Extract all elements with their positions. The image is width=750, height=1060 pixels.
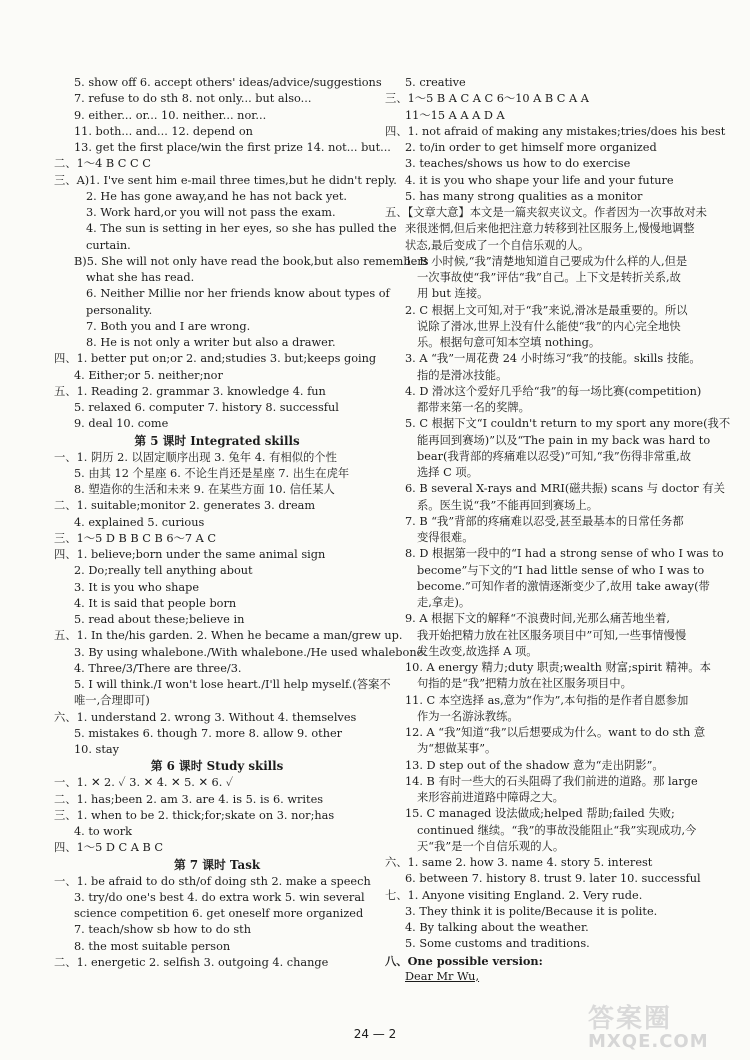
- answer-line: 4. By talking about the weather.: [405, 921, 589, 934]
- answer-column-left: [54, 75, 429, 971]
- answer-line: 说除了滑冰,世界上没有什么能使“我”的内心完全地快: [417, 319, 681, 333]
- answer-line: 二、1～4 B C C C: [54, 157, 151, 171]
- answer-line: 9. deal 10. come: [74, 417, 169, 431]
- answer-line: 5. creative: [405, 76, 466, 89]
- page-number: 24 — 2: [353, 1027, 397, 1041]
- answer-line: 5. relaxed 6. computer 7. history 8. successful: [74, 401, 339, 414]
- answer-line: 用 but 连接。: [417, 287, 489, 301]
- answer-line: 三、1～5 D B B C B 6～7 A C: [54, 531, 217, 545]
- answer-line: 3. try/do one's best 4. do extra work 5. win several: [74, 890, 365, 904]
- answer-line: 13. D step out of the shadow 意为“走出阴影”。: [405, 758, 664, 772]
- answer-line: 2. C 根据上文可知,对于“我”来说,滑冰是最重要的。所以: [405, 303, 688, 317]
- answer-line: 二、1. has;been 2. am 3. are 4. is 5. is 6. writes: [54, 792, 324, 806]
- answer-line: 都带来第一名的奖牌。: [417, 401, 530, 414]
- answer-line: 来形容前进道路中障碍之大。: [417, 791, 564, 804]
- answer-line: 4. Either;or 5. neither;nor: [74, 368, 223, 382]
- answer-line: 10. A energy 精力;duty 职责;wealth 财富;spirit 精神。本: [405, 661, 711, 674]
- answer-line: 三、A)1. I've sent him e-mail three times,but he didn't reply.: [54, 173, 397, 187]
- answer-line: 11～15 A A A D A: [405, 108, 505, 122]
- answer-line: 为“想做某事”。: [417, 742, 497, 756]
- answer-line: 变得很难。: [417, 531, 474, 544]
- answer-line: 6. between 7. history 8. trust 9. later 10. successful: [405, 872, 701, 886]
- answer-line: 4. explained 5. curious: [74, 515, 205, 529]
- answer-line: 四、1. better put on;or 2. and;studies 3. but;keeps going: [54, 352, 377, 366]
- answer-line: 13. get the first place/win the first prize 14. not... but...: [74, 141, 391, 154]
- answer-line: 4. D 滑冰这个爱好几乎给“我”的每一场比赛(competition): [405, 384, 702, 398]
- answer-line: 六、1. understand 2. wrong 3. Without 4. themselves: [54, 710, 357, 724]
- answer-line: 10. stay: [74, 743, 120, 756]
- answer-line: 5. show off 6. accept others' ideas/advice/suggestions: [74, 76, 382, 89]
- answer-line: 状态,最后变成了一个自信乐观的人。: [405, 238, 590, 252]
- answer-line: 四、1. believe;born under the same animal sign: [54, 548, 326, 561]
- answer-line: 2. to/in order to get himself more organized: [405, 141, 657, 154]
- answer-line: 7. refuse to do sth 8. not only... but also...: [74, 92, 312, 106]
- answer-line: become”与下文的“I had little sense of who I was to: [417, 563, 705, 577]
- answer-line: 三、1. when to be 2. thick;for;skate on 3. nor;has: [54, 808, 335, 822]
- answer-line: 1. B 小时候,“我”清楚地知道自己要成为什么样的人,但是: [405, 254, 688, 268]
- watermark-logo-text: 答案圈: [588, 1004, 673, 1034]
- answer-line: 乐。根据句意可知本空填 nothing。: [417, 336, 601, 349]
- answer-line: 4. The sun is setting in her eyes, so she has pulled the: [86, 222, 397, 236]
- answer-line: 3. It is you who shape: [74, 580, 200, 594]
- answer-line: 5. Some customs and traditions.: [405, 937, 590, 951]
- answer-line: 六、1. same 2. how 3. name 4. story 5. interest: [385, 856, 653, 869]
- answer-line: 7. Both you and I are wrong.: [86, 319, 251, 333]
- section-heading: 第 7 课时 Task: [173, 857, 261, 872]
- section-heading: 第 6 课时 Study skills: [150, 759, 284, 774]
- answer-line: 5. C 根据下文“I couldn't return to my sport any more(我不: [405, 417, 731, 431]
- answer-line: 3. By using whalebone./With whalebone./He used whalebone.: [74, 645, 427, 659]
- answer-line: 8. D 根据第一段中的“I had a strong sense of who I was to: [405, 547, 724, 561]
- answer-line: 五、1. Reading 2. grammar 3. knowledge 4. fun: [54, 384, 326, 398]
- answer-line: 12. A “我”知道“我”以后想要成为什么。want to do sth 意: [405, 726, 706, 739]
- answer-line: 选择 C 项。: [417, 466, 479, 479]
- answer-line: 14. B 有时一些大的石头阻碍了我们前进的道路。那 large: [405, 774, 698, 788]
- answer-line: 四、1～5 D C A B C: [54, 841, 164, 855]
- answer-line: 句指的是“我”把精力放在社区服务项目中。: [417, 677, 632, 691]
- answer-line: 7. B “我”背部的疼痛难以忍受,甚至最基本的日常任务都: [405, 514, 684, 528]
- answer-column-right: [385, 75, 731, 985]
- answer-line: 四、1. not afraid of making any mistakes;tries/does his best: [385, 124, 726, 138]
- answer-line: science competition 6. get oneself more organized: [74, 907, 364, 920]
- answer-line: 一、1. 阴历 2. 以固定顺序出现 3. 兔年 4. 有相似的个性: [54, 450, 337, 464]
- answer-line: 5. read about these;believe in: [74, 613, 245, 626]
- answer-line: 2. Do;really tell anything about: [74, 564, 253, 578]
- answer-line: 天“我”是一个自信乐观的人。: [417, 839, 565, 853]
- answer-line: 一次事故使“我”评估“我”自己。上下文是转折关系,故: [417, 271, 681, 284]
- answer-line: 2. He has gone away,and he has not back yet.: [86, 189, 348, 203]
- answer-line: what she has read.: [86, 271, 195, 284]
- answer-line: 七、1. Anyone visiting England. 2. Very rude.: [385, 888, 643, 902]
- answer-line: 三、1～5 B A C A C 6～10 A B C A A: [385, 92, 589, 106]
- answer-line: 11. C 本空选择 as,意为“作为”,本句指的是作者自愿参加: [405, 693, 689, 707]
- answer-line: 一、1. be afraid to do sth/of doing sth 2. make a speech: [54, 874, 371, 888]
- answer-line: 作为一名游泳教练。: [417, 709, 519, 723]
- answer-line: 指的是滑冰技能。: [417, 368, 508, 382]
- answer-line: 4. to work: [74, 825, 133, 838]
- answer-line: 一、1. ✕ 2. ✓ 3. ✕ 4. ✕ 5. ✕ 6. ✓: [54, 776, 234, 790]
- answer-line: 发生改变,故选择 A 项。: [417, 644, 538, 658]
- answer-line: 3. Work hard,or you will not pass the exam.: [86, 206, 336, 219]
- answer-line: 9. A 根据下文的解释“不浪费时间,光那么痛苦地坐着,: [405, 612, 671, 626]
- answer-line: 6. Neither Millie nor her friends know about types of: [86, 287, 390, 301]
- answer-line: continued 继续。“我”的事故没能阻止“我”实现成功,今: [417, 823, 697, 837]
- answer-line: 6. B several X-rays and MRI(磁共振) scans 与 doctor 有关: [405, 482, 725, 496]
- answer-line: bear(我背部的疼痛难以忍受)”可知,“我”伤得非常重,故: [417, 449, 692, 463]
- answer-line: curtain.: [86, 238, 131, 252]
- answer-line: 3. A “我”一周花费 24 小时练习“我”的技能。skills 技能。: [405, 352, 701, 366]
- watermark-site-text: MXQE.COM: [588, 1031, 709, 1052]
- answer-line: 8. He is not only a writer but also a drawer.: [86, 336, 336, 349]
- answer-line: 走,拿走)。: [417, 596, 471, 609]
- answer-line: 3. They think it is polite/Because it is polite.: [405, 904, 658, 918]
- answer-line: 9. either... or... 10. neither... nor...: [74, 108, 267, 122]
- answer-line: 5. mistakes 6. though 7. more 8. allow 9. other: [74, 726, 343, 740]
- answer-line: 3. teaches/shows us how to do exercise: [405, 157, 631, 171]
- answer-line: 11. both... and... 12. depend on: [74, 124, 253, 138]
- answer-line: 八、One possible version:: [385, 953, 543, 968]
- answer-line: 二、1. energetic 2. selfish 3. outgoing 4. change: [54, 955, 329, 969]
- answer-line: become.”可知作者的激情逐渐变少了,故用 take away(带: [417, 579, 710, 593]
- watermark-logo: [588, 1006, 738, 1052]
- answer-line: 15. C managed 设法做成;helped 帮助;failed 失败;: [405, 807, 675, 821]
- answer-line: 5. I will think./I won't lose heart./I'll help myself.(答案不: [74, 678, 391, 691]
- answer-line: 唯一,合理即可): [74, 694, 150, 708]
- answer-line: 来很迷惘,但后来他把注意力转移到社区服务上,慢慢地调整: [405, 222, 695, 236]
- answer-line: 7. teach/show sb how to do sth: [74, 923, 251, 937]
- answer-line: Dear Mr Wu,: [405, 969, 480, 983]
- answer-line: 8. the most suitable person: [74, 939, 231, 953]
- answer-line: 4. it is you who shape your life and your future: [405, 173, 674, 187]
- answer-line: personality.: [86, 303, 153, 317]
- answer-line: 4. Three/3/There are three/3.: [74, 661, 242, 675]
- answer-line: 五、1. In the/his garden. 2. When he became a man/grew up.: [54, 629, 403, 643]
- answer-line: 二、1. suitable;monitor 2. generates 3. dream: [54, 499, 316, 513]
- answer-line: 五、【文章大意】本文是一篇夹叙夹议文。作者因为一次事故对未: [385, 206, 707, 219]
- answer-line: 能再回到赛场)”以及“The pain in my back was hard to: [417, 433, 711, 447]
- answer-line: 我开始把精力放在社区服务项目中”可知,一些事情慢慢: [417, 628, 687, 642]
- answer-line: 5. 由其 12 个星座 6. 不论生肖还是星座 7. 出生在虎年: [74, 466, 350, 480]
- section-heading: 第 5 课时 Integrated skills: [134, 433, 300, 448]
- answer-line: 4. It is said that people born: [74, 596, 237, 610]
- answer-line: 5. has many strong qualities as a monitor: [405, 189, 643, 203]
- answer-line: 系。医生说“我”不能再回到赛场上。: [417, 498, 599, 512]
- answer-line: B)5. She will not only have read the book,but also remembers: [74, 254, 429, 268]
- answer-line: 8. 塑造你的生活和未来 9. 在某些方面 10. 信任某人: [74, 483, 335, 496]
